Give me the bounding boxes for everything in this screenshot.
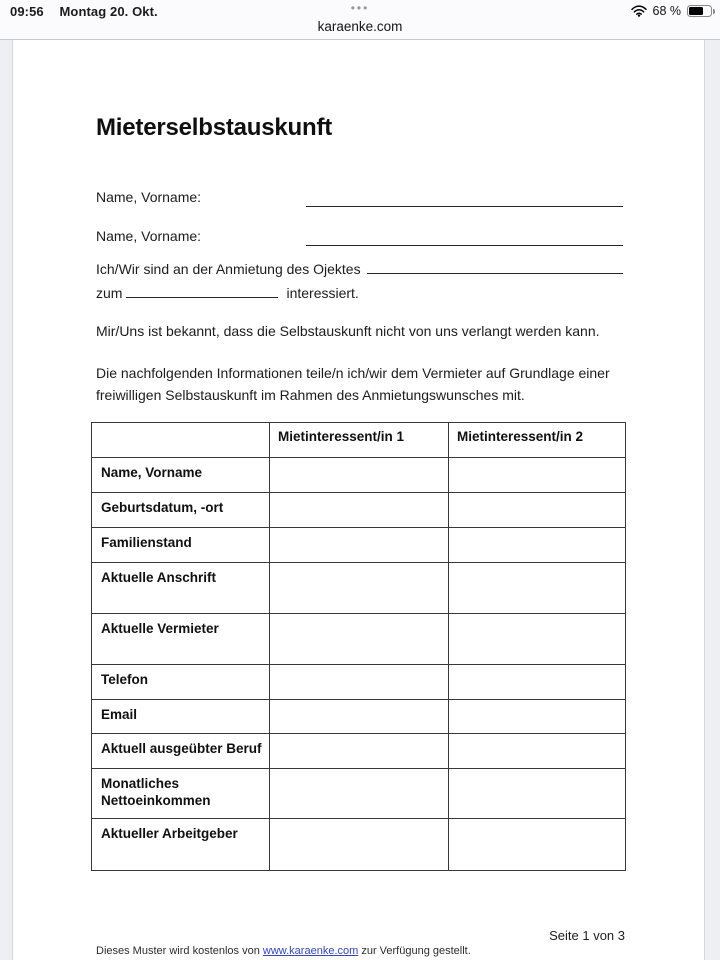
- row-label: Aktuelle Anschrift: [92, 563, 270, 614]
- form-table-body: [92, 458, 626, 871]
- intro-line-2: [96, 285, 623, 301]
- empty-input-cell: [449, 493, 626, 528]
- empty-input-cell: [449, 614, 626, 665]
- empty-input-cell: [270, 665, 449, 700]
- row-label: Geburtsdatum, -ort: [92, 493, 270, 528]
- status-time: 09:56: [10, 4, 44, 19]
- credit-link[interactable]: www.karaenke.com: [262, 945, 359, 957]
- empty-input-cell: [270, 734, 449, 769]
- intro-line-1: [96, 261, 623, 277]
- status-date: Montag 20. Okt.: [59, 4, 158, 19]
- empty-input-cell: [270, 493, 449, 528]
- intro-line2-suffix: interessiert.: [286, 285, 359, 301]
- table-row: [92, 563, 626, 614]
- page-menu-dots-icon[interactable]: •••: [350, 1, 370, 15]
- name-row-1: [96, 189, 623, 209]
- credit-line: [96, 945, 471, 957]
- disclosure-note: Mir/Uns ist bekannt, dass die Selbstauskunft nicht von uns verlangt werden kann.: [96, 323, 600, 339]
- blank-line: [306, 245, 623, 246]
- browser-top-bar: [0, 0, 720, 40]
- name-row-2: [96, 228, 623, 248]
- table-row: [92, 665, 626, 700]
- blank-line: [367, 261, 623, 274]
- table-row: [92, 700, 626, 734]
- name-label-2: Name, Vorname:: [96, 228, 202, 244]
- blank-line: [126, 285, 278, 298]
- table-row: [92, 458, 626, 493]
- empty-input-cell: [449, 458, 626, 493]
- battery-fill: [689, 7, 703, 15]
- empty-input-cell: [270, 528, 449, 563]
- name-label-1: Name, Vorname:: [96, 189, 202, 205]
- battery-icon: [687, 5, 712, 17]
- empty-input-cell: [449, 700, 626, 734]
- table-row: [92, 769, 626, 819]
- row-label: Name, Vorname: [92, 458, 270, 493]
- intro-line1-text: Ich/Wir sind an der Anmietung des Ojektes: [96, 261, 361, 277]
- wifi-icon: [631, 5, 647, 17]
- empty-input-cell: [270, 458, 449, 493]
- blank-line: [306, 206, 623, 207]
- tenant-info-table: [91, 422, 626, 871]
- header-empty-cell: [92, 423, 270, 458]
- table-row: [92, 614, 626, 665]
- row-label: Aktuelle Vermieter: [92, 614, 270, 665]
- row-label: Aktueller Arbeitgeber: [92, 819, 270, 871]
- empty-input-cell: [270, 819, 449, 871]
- row-label: Aktuell ausgeübter Beruf: [92, 734, 270, 769]
- address-bar-url[interactable]: karaenke.com: [317, 19, 403, 34]
- empty-input-cell: [270, 563, 449, 614]
- document-page: [12, 40, 705, 960]
- table-row: [92, 493, 626, 528]
- page-number: Seite 1 von 3: [549, 928, 625, 943]
- empty-input-cell: [449, 734, 626, 769]
- table-row: [92, 819, 626, 871]
- row-label: Telefon: [92, 665, 270, 700]
- table-row: [92, 734, 626, 769]
- row-label: Familienstand: [92, 528, 270, 563]
- intro-line2-prefix: zum: [96, 285, 123, 301]
- credit-suffix: zur Verfügung gestellt.: [358, 945, 471, 957]
- empty-input-cell: [449, 665, 626, 700]
- empty-input-cell: [270, 614, 449, 665]
- empty-input-cell: [449, 563, 626, 614]
- paragraph-line-1: Die nachfolgenden Informationen teile/n ich/wir dem Vermieter auf Grundlage einer: [96, 365, 610, 381]
- battery-percent-label: 68 %: [652, 4, 681, 18]
- document-title: Mieterselbstauskunft: [96, 114, 333, 141]
- empty-input-cell: [449, 819, 626, 871]
- paragraph-line-2: freiwilligen Selbstauskunft im Rahmen des Anmietungswunsches mit.: [96, 387, 525, 403]
- credit-prefix: Dieses Muster wird kostenlos von: [96, 945, 263, 957]
- intro-paragraph: [96, 362, 676, 406]
- header-tenant-1: Mietinteressent/in 1: [270, 423, 449, 458]
- empty-input-cell: [270, 700, 449, 734]
- header-tenant-2: Mietinteressent/in 2: [449, 423, 626, 458]
- empty-input-cell: [270, 769, 449, 819]
- row-label: Monatliches Nettoeinkommen: [92, 769, 270, 819]
- empty-input-cell: [449, 528, 626, 563]
- status-right: [631, 4, 713, 18]
- row-label: Email: [92, 700, 270, 734]
- empty-input-cell: [449, 769, 626, 819]
- table-header-row: [92, 423, 626, 458]
- table-row: [92, 528, 626, 563]
